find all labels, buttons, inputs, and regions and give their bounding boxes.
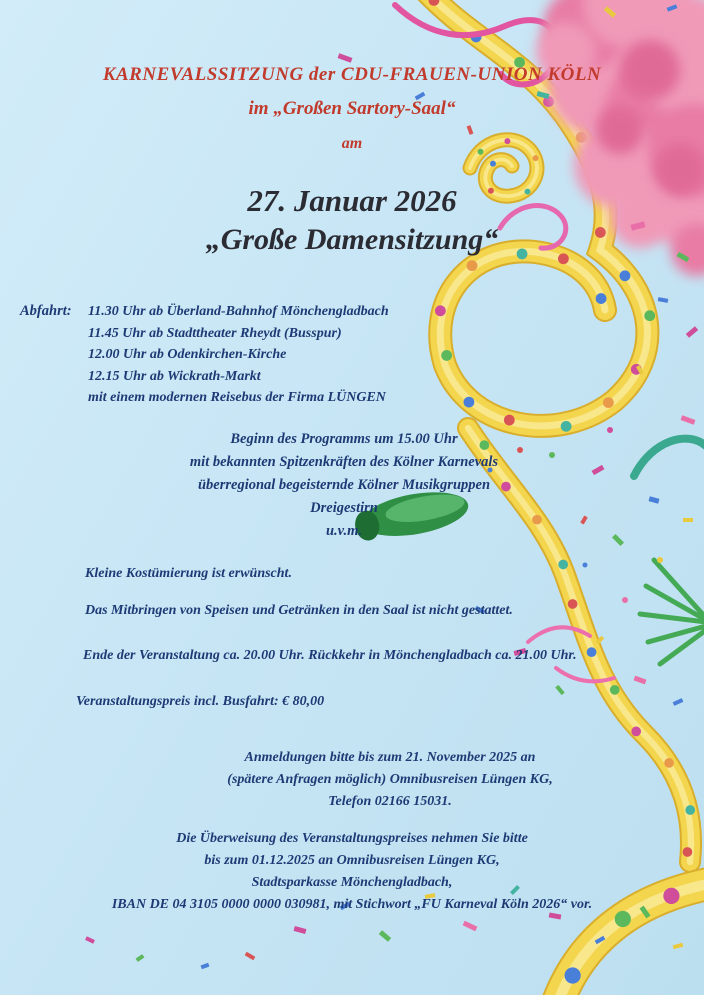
payment-line: Stadtsparkasse Mönchengladbach, — [251, 875, 453, 890]
header-line-3: am — [341, 135, 363, 152]
program-line: mit bekannten Spitzenkräften des Kölner Karnevals — [189, 454, 499, 470]
header-line-2: im „Großen Sartory-Saal“ — [248, 98, 456, 119]
program-line: Dreigestirn — [310, 500, 378, 516]
departure-item: 12.15 Uhr ab Wickrath-Markt — [88, 368, 261, 384]
departure-item: 11.30 Uhr ab Überland-Bahnhof Mönchengladbach — [88, 304, 389, 319]
note-price: Veranstaltungspreis incl. Busfahrt: € 80,00 — [76, 694, 325, 709]
program-section — [0, 428, 696, 543]
departure-list — [88, 301, 389, 409]
event-title — [0, 183, 704, 257]
registration-line: Telefon 02166 15031. — [328, 794, 452, 809]
note-food: Das Mitbringen von Speisen und Getränken in den Saal ist nicht gestattet. — [85, 603, 513, 618]
program-line: Beginn des Programms um 15.00 Uhr — [230, 431, 458, 447]
departure-section — [20, 301, 389, 409]
departure-item: 11.45 Uhr ab Stadttheater Rheydt (Busspur) — [88, 325, 342, 341]
payment-line: IBAN DE 04 3105 0000 0000 030981, mit Stichwort „FU Karneval Köln 2026“ vor. — [111, 897, 593, 912]
note-costume: Kleine Kostümierung ist erwünscht. — [85, 566, 292, 581]
event-name: „Große Damensitzung“ — [205, 223, 499, 256]
payment-section — [0, 828, 704, 916]
registration-section — [60, 747, 704, 813]
departure-item: mit einem modernen Reisebus der Firma LÜNGEN — [88, 390, 386, 405]
payment-line: bis zum 01.12.2025 an Omnibusreisen Lüngen KG, — [204, 853, 500, 868]
departure-label: Abfahrt: — [20, 303, 72, 319]
note-end-time: Ende der Veranstaltung ca. 20.00 Uhr. Rückkehr in Mönchengladbach ca. 21.00 Uhr. — [83, 648, 577, 663]
header — [0, 64, 704, 153]
payment-line: Die Überweisung des Veranstaltungspreises nehmen Sie bitte — [176, 831, 528, 846]
program-line: überregional begeisternde Kölner Musikgruppen — [197, 477, 491, 493]
registration-line: (spätere Anfragen möglich) Omnibusreisen Lüngen KG, — [227, 772, 553, 787]
program-line: u.v.m. — [325, 523, 363, 539]
event-date: 27. Januar 2026 — [247, 183, 457, 218]
header-line-1: KARNEVALSSITZUNG der CDU-FRAUEN-UNION KÖLN — [102, 64, 602, 85]
departure-item: 12.00 Uhr ab Odenkirchen-Kirche — [88, 347, 287, 362]
registration-line: Anmeldungen bitte bis zum 21. November 2025 an — [244, 750, 536, 765]
